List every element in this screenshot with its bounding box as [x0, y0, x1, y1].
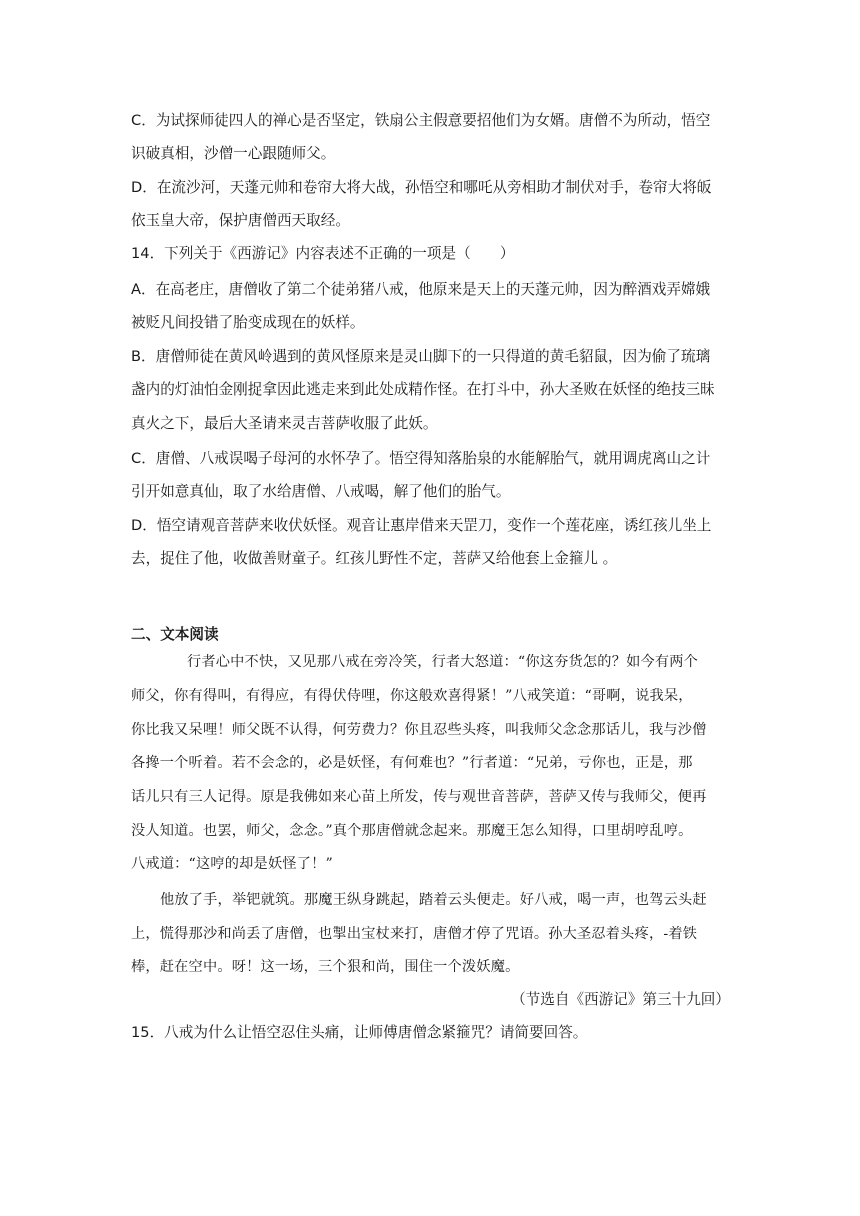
section-2-title: 二、文本阅读: [131, 626, 219, 643]
passage-p1-line3: 你比我又呆哩！师父既不认得，何劳费力？你且忍些头疼，叫我师父念念那话儿，我与沙僧: [131, 722, 707, 738]
q14-option-c-line2: 引开如意真仙，取了水给唐僧、八戒喝，解了他们的胎气。: [131, 483, 511, 500]
passage-p1-line2: 师父，你有得叫，有得应，有得伏侍哩，你这般欢喜得紧！”八戒笑道：“哥啊，说我呆，: [131, 688, 693, 704]
q14-option-b-line2: 盏内的灯油怕金刚捉拿因此逃走来到此处成精作怪。在打斗中，孙大圣败在妖怪的绝技三昧: [131, 381, 715, 398]
q14-option-a-line1: A．在高老庄，唐僧收了第二个徒弟猪八戒，他原来是天上的天蓬元帅，因为醉酒戏弄嫦娥: [131, 281, 711, 298]
passage-p2-line2: 上，慌得那沙和尚丢了唐僧，也掣出宝杖来打，唐僧才停了咒语。孙大圣忍着头疼，-着铁: [131, 926, 698, 942]
q14-option-b-line1: B．唐僧师徒在黄风岭遇到的黄风怪原来是灵山脚下的一只得道的黄毛貂鼠，因为偷了琉璃: [131, 348, 711, 365]
passage-p2-line3: 棒，赶在空中。呀！这一场，三个狠和尚，围住一个泼妖魔。: [131, 959, 520, 975]
q13-option-d-line1: D．在流沙河，天蓬元帅和卷帘大将大战，孙悟空和哪吒从旁相助才制伏对手，卷帘大将皈: [131, 179, 712, 196]
q13-option-d-line2: 依玉皇大帝，保护唐僧西天取经。: [131, 212, 350, 229]
q14-option-d-line2: 去，捉住了他，收做善财童子。红孩儿野性不定，菩萨又给他套上金箍儿 。: [131, 550, 618, 567]
q14-title: [131, 243, 731, 265]
passage-p1-line6: 没人知道。也罢，师父，念念。”真个那唐僧就念起来。那魔王怎么知得，口里胡哼乱哼。: [131, 823, 693, 839]
q14-title-pre: 14．下列关于《西游记》内容表述: [131, 245, 354, 262]
passage-p1-line5: 话儿只有三人记得。原是我佛如来心苗上所发，传与观世音菩萨，菩萨又传与我师父，便再: [131, 789, 707, 805]
q15-title: 15．八戒为什么让悟空忍住头痛，让师傅唐僧念紧箍咒？请简要回答。: [131, 1024, 588, 1041]
passage-p1-line1: 行者心中不快，又见那八戒在旁冷笑，行者大怒道：“你这夯货怎的？如今有两个: [187, 654, 699, 670]
q13-option-c-line1: C．为试探师徒四人的禅心是否坚定，铁扇公主假意要招他们为女婿。唐僧不为所动，悟空: [131, 112, 711, 129]
q14-option-b-line3: 真火之下，最后大圣请来灵吉菩萨收服了此妖。: [131, 415, 438, 432]
passage-p1-line4: 各搀一个听着。若不会念的，必是妖怪，有何难也？”行者道：“兄弟，亏你也，正是，那: [131, 755, 693, 771]
q13-option-c-line2: 识破真相，沙僧一心跟随师父。: [131, 145, 336, 162]
q14-title-post: 的一项是（ ）: [397, 245, 515, 262]
q14-option-a-line2: 被贬凡间投错了胎变成现在的妖样。: [131, 314, 365, 331]
passage-p2-line1: 他放了手，举钯就筑。那魔王纵身跳起，踏着云头便走。好八戒，喝一声，也驾云头赶: [160, 892, 707, 908]
q14-title-emphasis: 不正确 • • •: [354, 243, 398, 265]
passage-p1-line7: 八戒道：“这哼的却是妖怪了！”: [131, 856, 333, 872]
q14-option-c-line1: C．唐僧、八戒误喝子母河的水怀孕了。悟空得知落胎泉的水能解胎气，就用调虎离山之计: [131, 450, 711, 467]
q14-option-d-line1: D．悟空请观音菩萨来收伏妖怪。观音让惠岸借来天罡刀，变作一个莲花座，诱红孩儿坐上: [131, 517, 712, 534]
passage-source: （节选自《西游记》第三十九回）: [511, 991, 730, 1008]
